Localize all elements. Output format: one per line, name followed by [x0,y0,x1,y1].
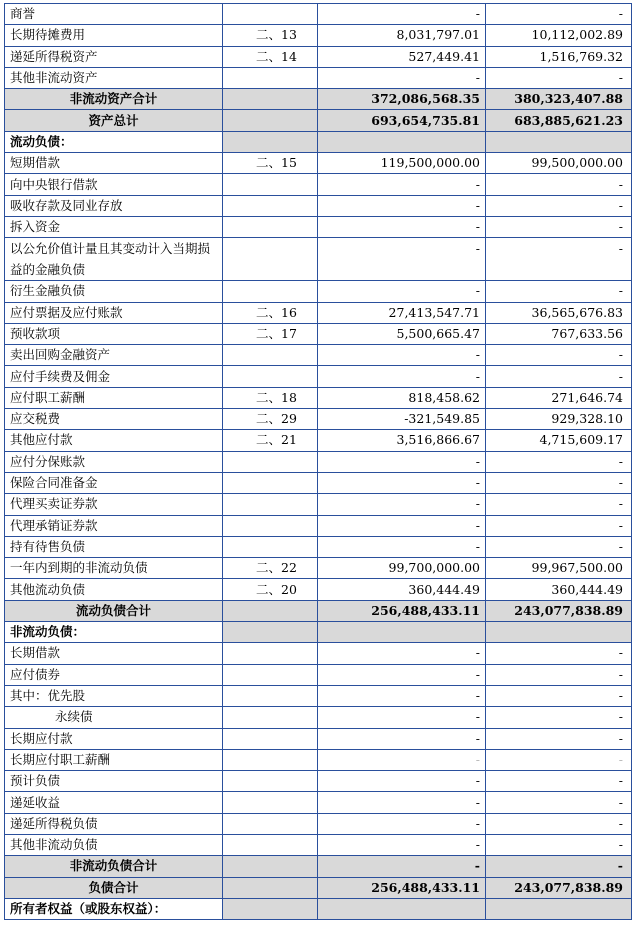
prior-period-amount: - [486,195,632,216]
table-row [5,323,632,344]
table-row [5,749,632,770]
prior-period-amount: - [486,345,632,366]
note-reference [223,600,318,621]
prior-period-amount: - [486,494,632,515]
line-item-label: 代理买卖证券款 [5,494,223,515]
current-period-amount: - [318,67,486,88]
current-period-amount: 99,700,000.00 [318,558,486,579]
current-period-amount [318,131,486,152]
note-reference [223,728,318,749]
current-period-amount [318,622,486,643]
total-row [5,110,632,131]
line-item-label: 持有待售负债 [5,536,223,557]
prior-period-amount: 99,500,000.00 [486,153,632,174]
current-period-amount: - [318,664,486,685]
table-row [5,366,632,387]
table-row [5,834,632,855]
prior-period-amount: - [486,707,632,728]
line-item-label: 一年内到期的非流动负债 [5,558,223,579]
prior-period-amount: - [486,67,632,88]
prior-period-amount: 271,646.74 [486,387,632,408]
balance-sheet-body [5,4,632,920]
note-reference [223,856,318,877]
prior-period-amount: 99,967,500.00 [486,558,632,579]
line-item-label: 负债合计 [5,877,223,898]
current-period-amount: 360,444.49 [318,579,486,600]
prior-period-amount: 243,077,838.89 [486,877,632,898]
note-reference [223,110,318,131]
line-item-label: 流动负债合计 [5,600,223,621]
line-item-label: 流动负债： [5,131,223,152]
note-reference: 二、29 [223,409,318,430]
table-row [5,345,632,366]
note-reference [223,281,318,302]
line-item-label: 递延所得税资产 [5,46,223,67]
note-reference: 二、16 [223,302,318,323]
table-row [5,67,632,88]
current-period-amount: 256,488,433.11 [318,600,486,621]
balance-sheet-table [4,3,632,920]
note-reference [223,792,318,813]
note-reference [223,664,318,685]
current-period-amount: - [318,238,486,281]
current-period-amount: - [318,728,486,749]
current-period-amount: - [318,643,486,664]
prior-period-amount: 360,444.49 [486,579,632,600]
prior-period-amount: - [486,749,632,770]
current-period-amount [318,898,486,919]
line-item-label: 其他应付款 [5,430,223,451]
note-reference [223,216,318,237]
total-row [5,877,632,898]
table-row [5,409,632,430]
note-reference: 二、21 [223,430,318,451]
prior-period-amount: - [486,685,632,706]
line-item-label: 应交税费 [5,409,223,430]
line-item-label: 衍生金融负债 [5,281,223,302]
prior-period-amount: 10,112,002.89 [486,25,632,46]
line-item-label: 其他流动负债 [5,579,223,600]
total-row [5,856,632,877]
note-reference [223,366,318,387]
note-reference [223,898,318,919]
note-reference [223,195,318,216]
line-item-label: 卖出回购金融资产 [5,345,223,366]
line-item-label: 永续债 [5,707,223,728]
note-reference [223,877,318,898]
table-row [5,685,632,706]
current-period-amount: - [318,216,486,237]
table-row [5,4,632,25]
current-period-amount: - [318,685,486,706]
table-row [5,25,632,46]
note-reference [223,515,318,536]
prior-period-amount: - [486,664,632,685]
line-item-label: 拆入资金 [5,216,223,237]
line-item-label: 非流动负债： [5,622,223,643]
note-reference [223,834,318,855]
prior-period-amount: - [486,238,632,281]
table-row [5,153,632,174]
line-item-label: 其他非流动资产 [5,67,223,88]
table-row [5,281,632,302]
prior-period-amount: - [486,281,632,302]
table-row [5,46,632,67]
note-reference [223,749,318,770]
prior-period-amount: 36,565,676.83 [486,302,632,323]
current-period-amount: - [318,813,486,834]
prior-period-amount: - [486,856,632,877]
current-period-amount: 119,500,000.00 [318,153,486,174]
table-row [5,174,632,195]
note-reference [223,451,318,472]
section-header-row [5,131,632,152]
note-reference [223,89,318,110]
table-row [5,813,632,834]
prior-period-amount: 243,077,838.89 [486,600,632,621]
table-row [5,472,632,493]
current-period-amount: - [318,515,486,536]
note-reference: 二、20 [223,579,318,600]
table-row [5,643,632,664]
table-row [5,216,632,237]
table-row [5,515,632,536]
prior-period-amount: - [486,216,632,237]
current-period-amount: 527,449.41 [318,46,486,67]
current-period-amount: -321,549.85 [318,409,486,430]
prior-period-amount: 767,633.56 [486,323,632,344]
table-row [5,238,632,281]
prior-period-amount: 380,323,407.88 [486,89,632,110]
note-reference: 二、22 [223,558,318,579]
table-row [5,430,632,451]
line-item-label: 长期待摊费用 [5,25,223,46]
line-item-label: 应付分保账款 [5,451,223,472]
prior-period-amount: - [486,472,632,493]
table-row [5,707,632,728]
current-period-amount: - [318,834,486,855]
table-row [5,387,632,408]
line-item-label: 其中：优先股 [5,685,223,706]
prior-period-amount: 4,715,609.17 [486,430,632,451]
prior-period-amount: 929,328.10 [486,409,632,430]
prior-period-amount [486,622,632,643]
table-row [5,494,632,515]
prior-period-amount: - [486,771,632,792]
note-reference [223,238,318,281]
line-item-label: 预收款项 [5,323,223,344]
line-item-label: 长期应付款 [5,728,223,749]
current-period-amount: - [318,195,486,216]
current-period-amount: 693,654,735.81 [318,110,486,131]
current-period-amount: - [318,536,486,557]
table-row [5,579,632,600]
current-period-amount: - [318,4,486,25]
current-period-amount: - [318,707,486,728]
note-reference [223,643,318,664]
line-item-label: 应付债券 [5,664,223,685]
prior-period-amount: - [486,834,632,855]
prior-period-amount: 683,885,621.23 [486,110,632,131]
prior-period-amount: - [486,536,632,557]
note-reference [223,622,318,643]
line-item-label: 向中央银行借款 [5,174,223,195]
prior-period-amount: - [486,728,632,749]
line-item-label: 长期应付职工薪酬 [5,749,223,770]
line-item-label: 应付手续费及佣金 [5,366,223,387]
current-period-amount: - [318,771,486,792]
note-reference [223,4,318,25]
total-row [5,600,632,621]
table-row [5,771,632,792]
line-item-label: 预计负债 [5,771,223,792]
prior-period-amount [486,898,632,919]
line-item-label: 保险合同准备金 [5,472,223,493]
note-reference [223,494,318,515]
prior-period-amount [486,131,632,152]
total-row [5,89,632,110]
note-reference [223,67,318,88]
prior-period-amount: - [486,366,632,387]
line-item-label: 其他非流动负债 [5,834,223,855]
note-reference [223,813,318,834]
note-reference [223,472,318,493]
current-period-amount: 818,458.62 [318,387,486,408]
table-row [5,728,632,749]
table-row [5,792,632,813]
line-item-label: 短期借款 [5,153,223,174]
line-item-label: 非流动负债合计 [5,856,223,877]
line-item-label: 应付票据及应付账款 [5,302,223,323]
current-period-amount: - [318,345,486,366]
line-item-label: 递延收益 [5,792,223,813]
current-period-amount: - [318,174,486,195]
note-reference [223,174,318,195]
note-reference [223,131,318,152]
line-item-label: 递延所得税负债 [5,813,223,834]
note-reference: 二、13 [223,25,318,46]
note-reference [223,707,318,728]
section-header-row [5,898,632,919]
prior-period-amount: - [486,643,632,664]
prior-period-amount: - [486,515,632,536]
prior-period-amount: - [486,813,632,834]
note-reference [223,771,318,792]
note-reference: 二、18 [223,387,318,408]
prior-period-amount: - [486,792,632,813]
current-period-amount: - [318,366,486,387]
current-period-amount: - [318,856,486,877]
line-item-label: 代理承销证券款 [5,515,223,536]
current-period-amount: 8,031,797.01 [318,25,486,46]
line-item-label: 长期借款 [5,643,223,664]
table-row [5,302,632,323]
current-period-amount: - [318,472,486,493]
note-reference [223,345,318,366]
current-period-amount: 3,516,866.67 [318,430,486,451]
table-row [5,536,632,557]
line-item-label: 以公允价值计量且其变动计入当期损益的金融负债 [5,238,223,281]
line-item-label: 非流动资产合计 [5,89,223,110]
prior-period-amount: - [486,4,632,25]
note-reference [223,536,318,557]
current-period-amount: 5,500,665.47 [318,323,486,344]
prior-period-amount: 1,516,769.32 [486,46,632,67]
line-item-label: 资产总计 [5,110,223,131]
line-item-label: 商誉 [5,4,223,25]
current-period-amount: 256,488,433.11 [318,877,486,898]
current-period-amount: - [318,494,486,515]
table-row [5,195,632,216]
prior-period-amount: - [486,174,632,195]
note-reference [223,685,318,706]
table-row [5,451,632,472]
prior-period-amount: - [486,451,632,472]
current-period-amount: 27,413,547.71 [318,302,486,323]
table-row [5,664,632,685]
line-item-label: 所有者权益（或股东权益）： [5,898,223,919]
note-reference: 二、15 [223,153,318,174]
current-period-amount: - [318,451,486,472]
current-period-amount: 372,086,568.35 [318,89,486,110]
note-reference: 二、17 [223,323,318,344]
current-period-amount: - [318,792,486,813]
line-item-label: 应付职工薪酬 [5,387,223,408]
current-period-amount: - [318,749,486,770]
section-header-row [5,622,632,643]
note-reference: 二、14 [223,46,318,67]
table-row [5,558,632,579]
current-period-amount: - [318,281,486,302]
line-item-label: 吸收存款及同业存放 [5,195,223,216]
